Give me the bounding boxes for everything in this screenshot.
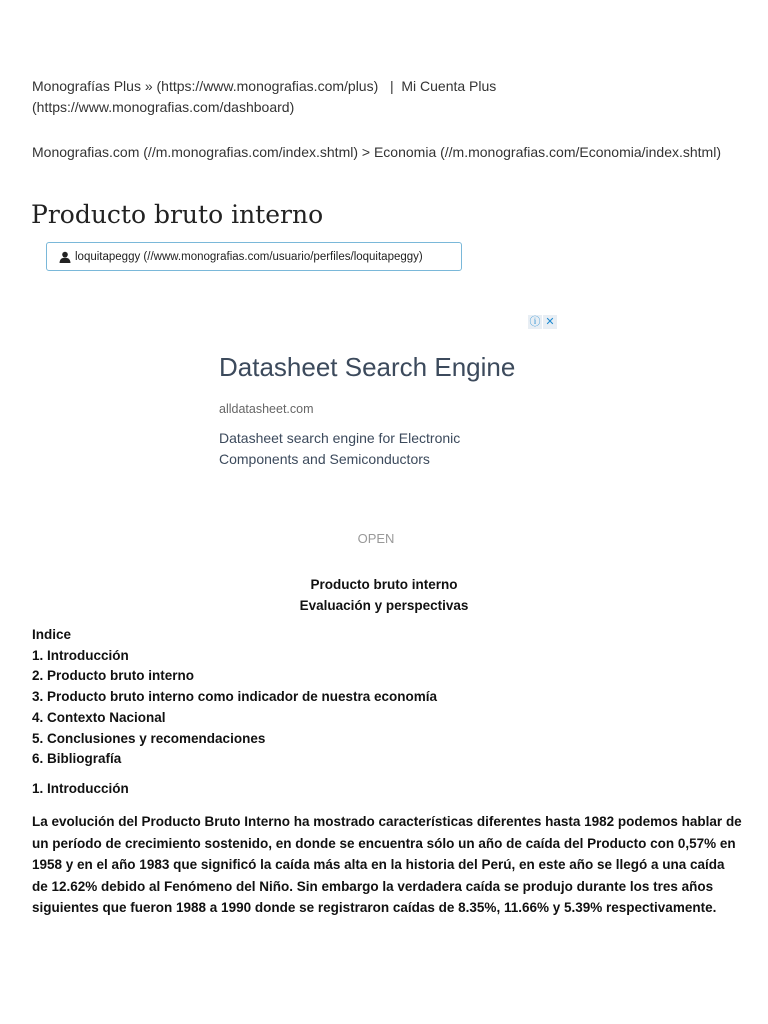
breadcrumb-category-link[interactable]: Economia (//m.monografias.com/Economia/index.shtml): [373, 144, 721, 160]
author-box: [46, 242, 462, 271]
breadcrumb-separator: >: [361, 144, 371, 160]
index-label: Indice: [32, 627, 72, 642]
table-of-contents: [32, 625, 437, 770]
nav-separator: |: [389, 78, 394, 94]
plus-link[interactable]: Monografías Plus » (https://www.monografias.com/plus): [32, 78, 379, 94]
breadcrumb: [32, 142, 732, 163]
index-item[interactable]: 4. Contexto Nacional: [32, 709, 166, 725]
author-link[interactable]: loquitapeggy (//www.monografias.com/usuario/perfiles/loquitapeggy): [75, 250, 423, 263]
top-navigation: [32, 76, 732, 118]
index-item[interactable]: 5. Conclusiones y recomendaciones: [32, 730, 266, 746]
ad-title[interactable]: Datasheet Search Engine: [219, 352, 516, 382]
index-item[interactable]: 6. Bibliografía: [32, 751, 122, 767]
user-icon: [59, 251, 71, 263]
breadcrumb-home-link[interactable]: Monografias.com (//m.monografias.com/index.shtml): [32, 144, 358, 160]
document-heading: [0, 574, 768, 616]
ad-choices: [527, 315, 557, 329]
page-title: Producto bruto interno: [31, 200, 324, 229]
account-link[interactable]: Mi Cuenta Plus (https://www.monografias.com/dashboard): [32, 78, 497, 115]
ad-description: Datasheet search engine for Electronic Components and Semiconductors: [219, 430, 461, 467]
ad-close-icon[interactable]: ✕: [543, 315, 557, 329]
ad-domain[interactable]: alldatasheet.com: [219, 402, 314, 416]
body-paragraph: La evolución del Producto Bruto Interno ha mostrado características diferentes hasta 1982 podemos hablar de un período de crecimiento sostenido, en donde se encuentra sólo un año de caída del Producto con 0,57% en 1958 y en el año 1983 que significó la caída más alta en la historia del Perú, en este año se llegó a una caída de 12.62% debido al Fenómeno del Niño. Sin embargo la verdadera caída se produjo durante los tres años siguientes que fueron 1988 a 1990 donde se registraron caídas de 8.35%, 11.66% y 5.39% respectivamente.: [32, 814, 742, 915]
document-subtitle: Evaluación y perspectivas: [299, 598, 469, 613]
section-title: 1. Introducción: [32, 781, 129, 796]
document-title: Producto bruto interno: [310, 577, 458, 592]
index-item[interactable]: 2. Producto bruto interno: [32, 668, 194, 684]
ad-info-icon[interactable]: ⓘ: [529, 316, 541, 328]
ad-open-button[interactable]: OPEN: [357, 531, 395, 546]
index-item[interactable]: 1. Introducción: [32, 647, 129, 663]
index-item[interactable]: 3. Producto bruto interno como indicador de nuestra economía: [32, 689, 438, 705]
